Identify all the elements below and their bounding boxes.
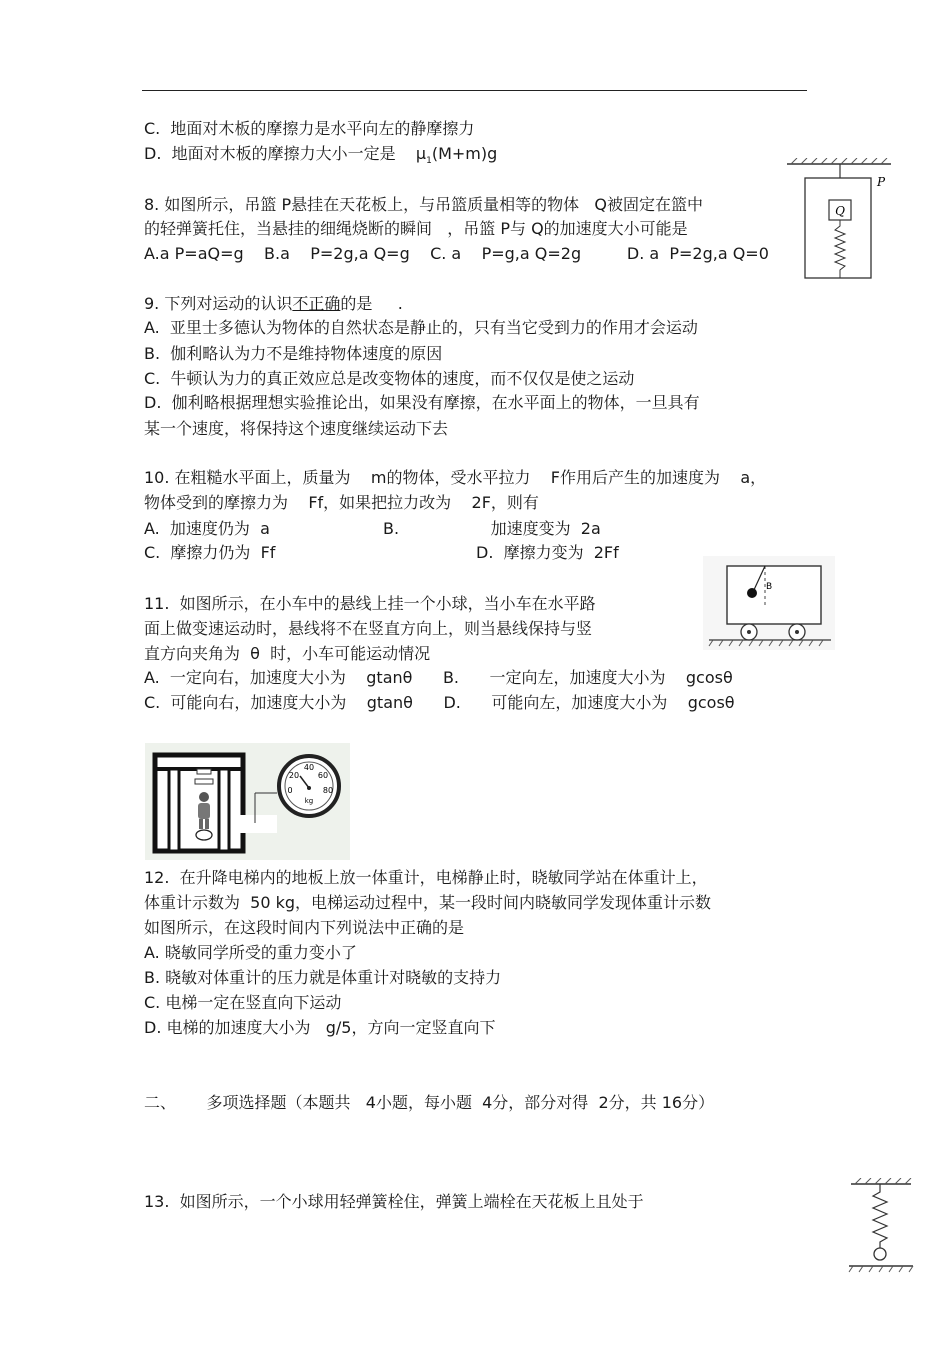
q12-stem-line-2: 体重计示数为 50 kg，电梯运动过程中，某一段时间内晓敏同学发现体重计示数 (144, 893, 712, 912)
q8-stem-line-2: 的轻弹簧托住，当悬挂的细绳烧断的瞬间 ，吊篮 P与 Q的加速度大小可能是 (144, 219, 688, 238)
q12-dial-20: 20 (288, 771, 300, 780)
q12-dial-60: 60 (317, 771, 329, 780)
q9-stem-pre: 9. 下列对运动的认识 (144, 294, 293, 313)
q9-option-c: C. 牛顿认为力的真正效应总是改变物体的速度，而不仅仅是使之运动 (144, 369, 635, 388)
q12-elevator-figure (145, 743, 350, 860)
q10-option-c: C. 摩擦力仍为 Ff (144, 543, 276, 562)
q12-dial-40: 40 (303, 763, 315, 772)
q12-dial-80: 80 (322, 786, 334, 795)
q10-stem-line-2: 物体受到的摩擦力为 Ff，如果把拉力改为 2F，则有 (144, 493, 539, 512)
q9-option-d-line-1: D. 伽利略根据理想实验推论出，如果没有摩擦，在水平面上的物体，一旦具有 (144, 393, 700, 412)
q11-stem-line-3: 直方向夹角为 θ 时，小车可能运动情况 (144, 644, 431, 663)
q11-cart-figure (703, 556, 835, 650)
q12-dial-unit: kg (304, 797, 314, 805)
q9-stem-post: 的是 . (340, 294, 403, 313)
q13-stem-line-1: 13. 如图所示，一个小球用轻弹簧栓住，弹簧上端栓在天花板上且处于 (144, 1192, 644, 1211)
q10-option-a: A. 加速度仍为 a (144, 519, 270, 538)
q9-stem (144, 294, 403, 314)
q12-option-b: B. 晓敏对体重计的压力就是体重计对晓敏的支持力 (144, 968, 502, 987)
q8-options: A.a P=aQ=g B.a P=2g,a Q=g C. a P=g,a Q=2g D. a P=2g,a Q=0 (144, 244, 769, 263)
q7-option-c: C. 地面对木板的摩擦力是水平向左的静摩擦力 (144, 119, 475, 138)
q10-stem-line-1: 10. 在粗糙水平面上，质量为 m的物体，受水平拉力 F作用后产生的加速度为 a， (144, 468, 767, 487)
q12-option-d: D. 电梯的加速度大小为 g/5，方向一定竖直向下 (144, 1018, 496, 1037)
q8-stem-line-1: 8. 如图所示，吊篮 P悬挂在天花板上，与吊篮质量相等的物体 Q被固定在篮中 (144, 195, 703, 214)
q12-option-a: A. 晓敏同学所受的重力变小了 (144, 943, 357, 962)
q7-option-d-text: D. 地面对木板的摩擦力大小一定是 μ (144, 144, 427, 163)
q7-option-d-sub: 1 (426, 156, 432, 167)
header-rule (142, 90, 807, 91)
q13-spring-figure (845, 1178, 915, 1273)
q8-label-q: Q (835, 204, 845, 218)
q7-option-d (144, 144, 497, 171)
section-2-title: 二、 多项选择题（本题共 4小题，每小题 4分，部分对得 2分，共 16分） (144, 1093, 715, 1112)
q11-options-cd: C. 可能向右，加速度大小为 gtanθ D. 可能向左，加速度大小为 gcosθ (144, 693, 735, 712)
q12-stem-line-1: 12. 在升降电梯内的地板上放一体重计，电梯静止时，晓敏同学站在体重计上， (144, 868, 708, 887)
q10-option-d: D. 摩擦力变为 2Ff (476, 543, 619, 562)
q12-option-c: C. 电梯一定在竖直向下运动 (144, 993, 342, 1012)
q9-stem-underlined: 不正确 (292, 294, 341, 313)
q11-options-ab: A. 一定向右，加速度大小为 gtanθ B. 一定向左，加速度大小为 gcosθ (144, 668, 733, 687)
q12-dial-0: 0 (287, 786, 293, 795)
q10-option-b: B. 加速度变为 2a (383, 519, 601, 538)
q11-stem-line-2: 面上做变速运动时，悬线将不在竖直方向上，则当悬线保持与竖 (144, 619, 593, 638)
q8-basket-figure (785, 158, 895, 282)
q12-stem-line-3: 如图所示，在这段时间内下列说法中正确的是 (144, 918, 465, 937)
q9-option-a: A. 亚里士多德认为物体的自然状态是静止的，只有当它受到力的作用才会运动 (144, 318, 698, 337)
q9-option-d-line-2: 某一个速度，将保持这个速度继续运动下去 (144, 419, 449, 438)
q11-stem-line-1: 11. 如图所示，在小车中的悬线上挂一个小球，当小车在水平路 (144, 594, 596, 613)
q8-label-p: P (877, 175, 886, 189)
q7-option-d-tail: (M+m)g (431, 144, 498, 163)
q11-label-theta: B (766, 582, 773, 592)
q9-option-b: B. 伽利略认为力不是维持物体速度的原因 (144, 344, 443, 363)
